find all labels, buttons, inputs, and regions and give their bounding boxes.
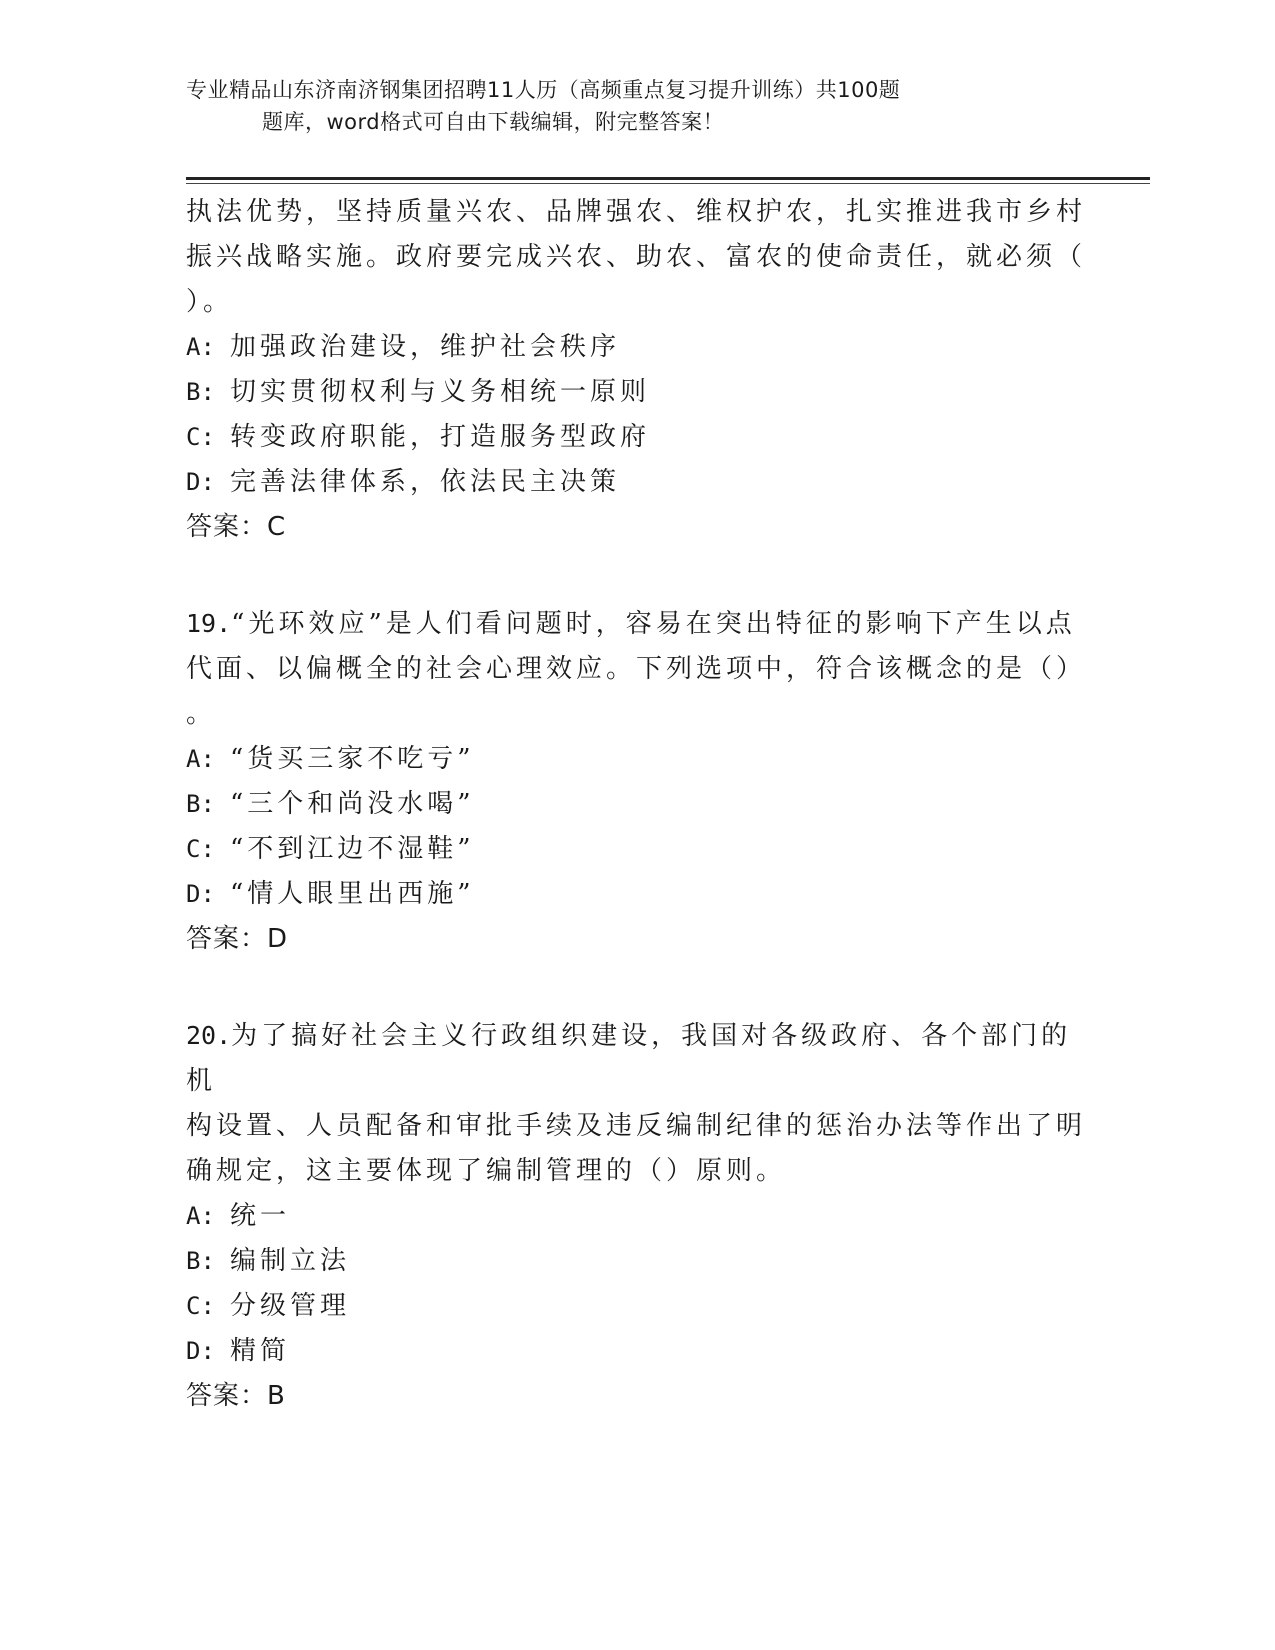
option-c [186, 827, 1086, 872]
question-19 [186, 601, 1086, 962]
option-b [186, 1239, 1086, 1284]
option-a [186, 737, 1086, 782]
option-text: 编制立法 [230, 1246, 351, 1276]
answer: 答案：C [186, 512, 287, 542]
option-d [186, 1329, 1086, 1374]
question-number: 19. [186, 609, 232, 638]
option-b [186, 370, 1086, 415]
option-text: 统一 [230, 1201, 291, 1231]
option-d [186, 872, 1086, 917]
option-key: A: [186, 333, 215, 361]
question-body: “光环效应”是人们看问题时，容易在突出特征的影响下产生以点 代面、以偏概全的社会心理效应。下列选项中，符合该概念的是（） 。 [186, 609, 1087, 729]
answer: 答案：D [186, 924, 289, 954]
document-header [186, 74, 1086, 138]
option-text: “不到江边不湿鞋” [230, 834, 475, 864]
option-b [186, 782, 1086, 827]
option-text: 转变政府职能，打造服务型政府 [230, 422, 651, 452]
option-key: B: [186, 1247, 215, 1275]
option-text: 分级管理 [230, 1291, 351, 1321]
header-title-line1: 专业精品山东济南济钢集团招聘11人历（高频重点复习提升训练）共100题 [186, 78, 901, 102]
header-divider-thin [186, 183, 1150, 184]
option-key: D: [186, 880, 215, 908]
option-key: D: [186, 1337, 215, 1365]
option-c [186, 415, 1086, 460]
option-text: 完善法律体系，依法民主决策 [230, 467, 621, 497]
question-body: 为了搞好社会主义行政组织建设，我国对各级政府、各个部门的机 构设置、人员配备和审批手续及违反编制纪律的惩治办法等作出了明 确规定，这主要体现了编制管理的（）原则。 [186, 1021, 1087, 1186]
option-key: C: [186, 423, 215, 451]
option-text: “货买三家不吃亏” [230, 744, 475, 774]
option-text: “情人眼里出西施” [230, 879, 475, 909]
option-key: B: [186, 378, 215, 406]
question-18 [186, 190, 1086, 550]
answer: 答案：B [186, 1381, 286, 1411]
document-body [186, 190, 1086, 1419]
option-key: A: [186, 745, 215, 773]
option-c [186, 1284, 1086, 1329]
option-key: D: [186, 468, 215, 496]
option-text: 精简 [230, 1336, 291, 1366]
option-key: A: [186, 1202, 215, 1230]
option-key: C: [186, 835, 215, 863]
option-text: 切实贯彻权利与义务相统一原则 [230, 377, 651, 407]
option-a [186, 1194, 1086, 1239]
option-text: 加强政治建设，维护社会秩序 [230, 332, 621, 362]
question-number: 20. [186, 1021, 232, 1050]
question-text [186, 1013, 1086, 1194]
option-text: “三个和尚没水喝” [230, 789, 475, 819]
question-20 [186, 1013, 1086, 1419]
header-divider-thick [186, 177, 1150, 180]
option-key: C: [186, 1292, 215, 1320]
header-title-line2: 题库，word格式可自由下载编辑，附完整答案！ [262, 110, 725, 134]
question-text: 执法优势，坚持质量兴农、品牌强农、维权护农，扎实推进我市乡村 振兴战略实施。政府要完成兴农、助农、富农的使命责任，就必须（ ）。 [186, 197, 1087, 317]
option-a [186, 325, 1086, 370]
question-text [186, 601, 1086, 737]
option-d [186, 460, 1086, 505]
option-key: B: [186, 790, 215, 818]
